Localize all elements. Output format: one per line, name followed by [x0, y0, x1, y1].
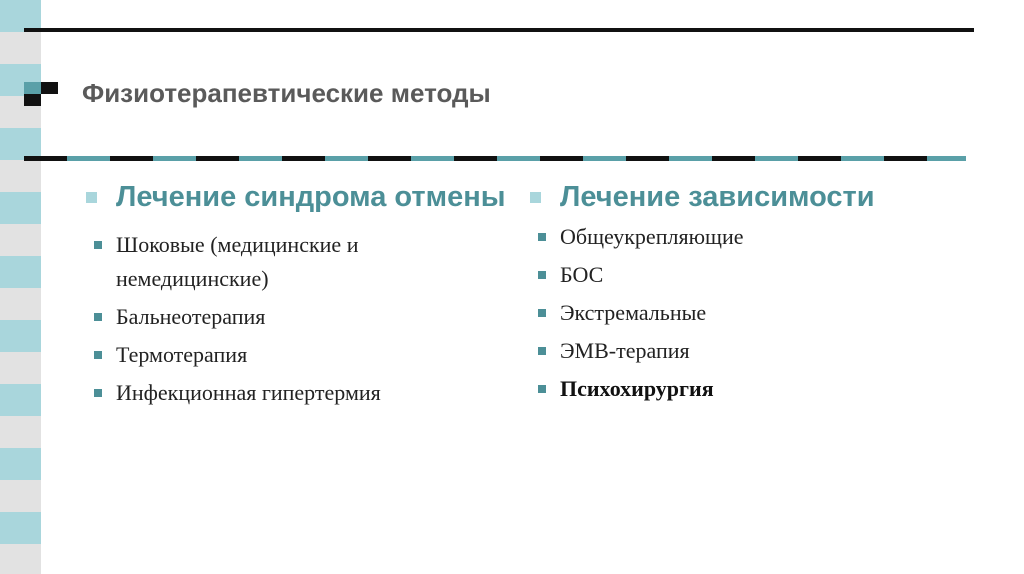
square-bullet-icon — [538, 347, 546, 355]
list-item — [86, 376, 506, 410]
slide-title: Физиотерапевтические методы — [82, 78, 491, 108]
left-heading-text: Лечение синдрома отмены — [116, 181, 506, 213]
list-item-text: Психохирургия — [560, 376, 714, 401]
square-bullet-icon — [538, 385, 546, 393]
list-item — [86, 228, 506, 296]
list-item-text: ЭМВ-терапия — [560, 338, 690, 363]
list-item-text: Инфекционная гипертермия — [116, 380, 381, 405]
list-item — [86, 300, 506, 334]
left-heading — [86, 178, 506, 216]
square-bullet-icon — [538, 309, 546, 317]
square-bullet-icon — [94, 351, 102, 359]
square-bullet-icon — [538, 233, 546, 241]
list-item-text: Общеукрепляющие — [560, 224, 744, 249]
square-bullet-icon — [94, 389, 102, 397]
list-item — [530, 296, 970, 330]
left-column — [86, 178, 506, 410]
top-divider — [24, 28, 974, 32]
list-item-text: Шоковые (медицинские и немедицинские) — [116, 232, 359, 291]
list-item-text: Экстремальные — [560, 300, 707, 325]
list-item-text: БОС — [560, 262, 604, 287]
list-item — [530, 372, 970, 406]
square-bullet-icon — [94, 313, 102, 321]
title-divider — [24, 156, 966, 161]
square-bullet-icon — [530, 192, 541, 203]
right-heading-text: Лечение зависимости — [560, 181, 875, 213]
list-item-text: Бальнеотерапия — [116, 304, 266, 329]
right-heading — [530, 178, 970, 216]
list-item — [530, 258, 970, 292]
square-bullet-icon — [86, 192, 97, 203]
square-bullet-icon — [94, 241, 102, 249]
right-column — [530, 178, 970, 406]
list-item — [530, 220, 970, 254]
title-marker-icon — [24, 82, 58, 106]
list-item — [530, 334, 970, 368]
list-item — [86, 338, 506, 372]
list-item-text: Термотерапия — [116, 342, 248, 367]
square-bullet-icon — [538, 271, 546, 279]
